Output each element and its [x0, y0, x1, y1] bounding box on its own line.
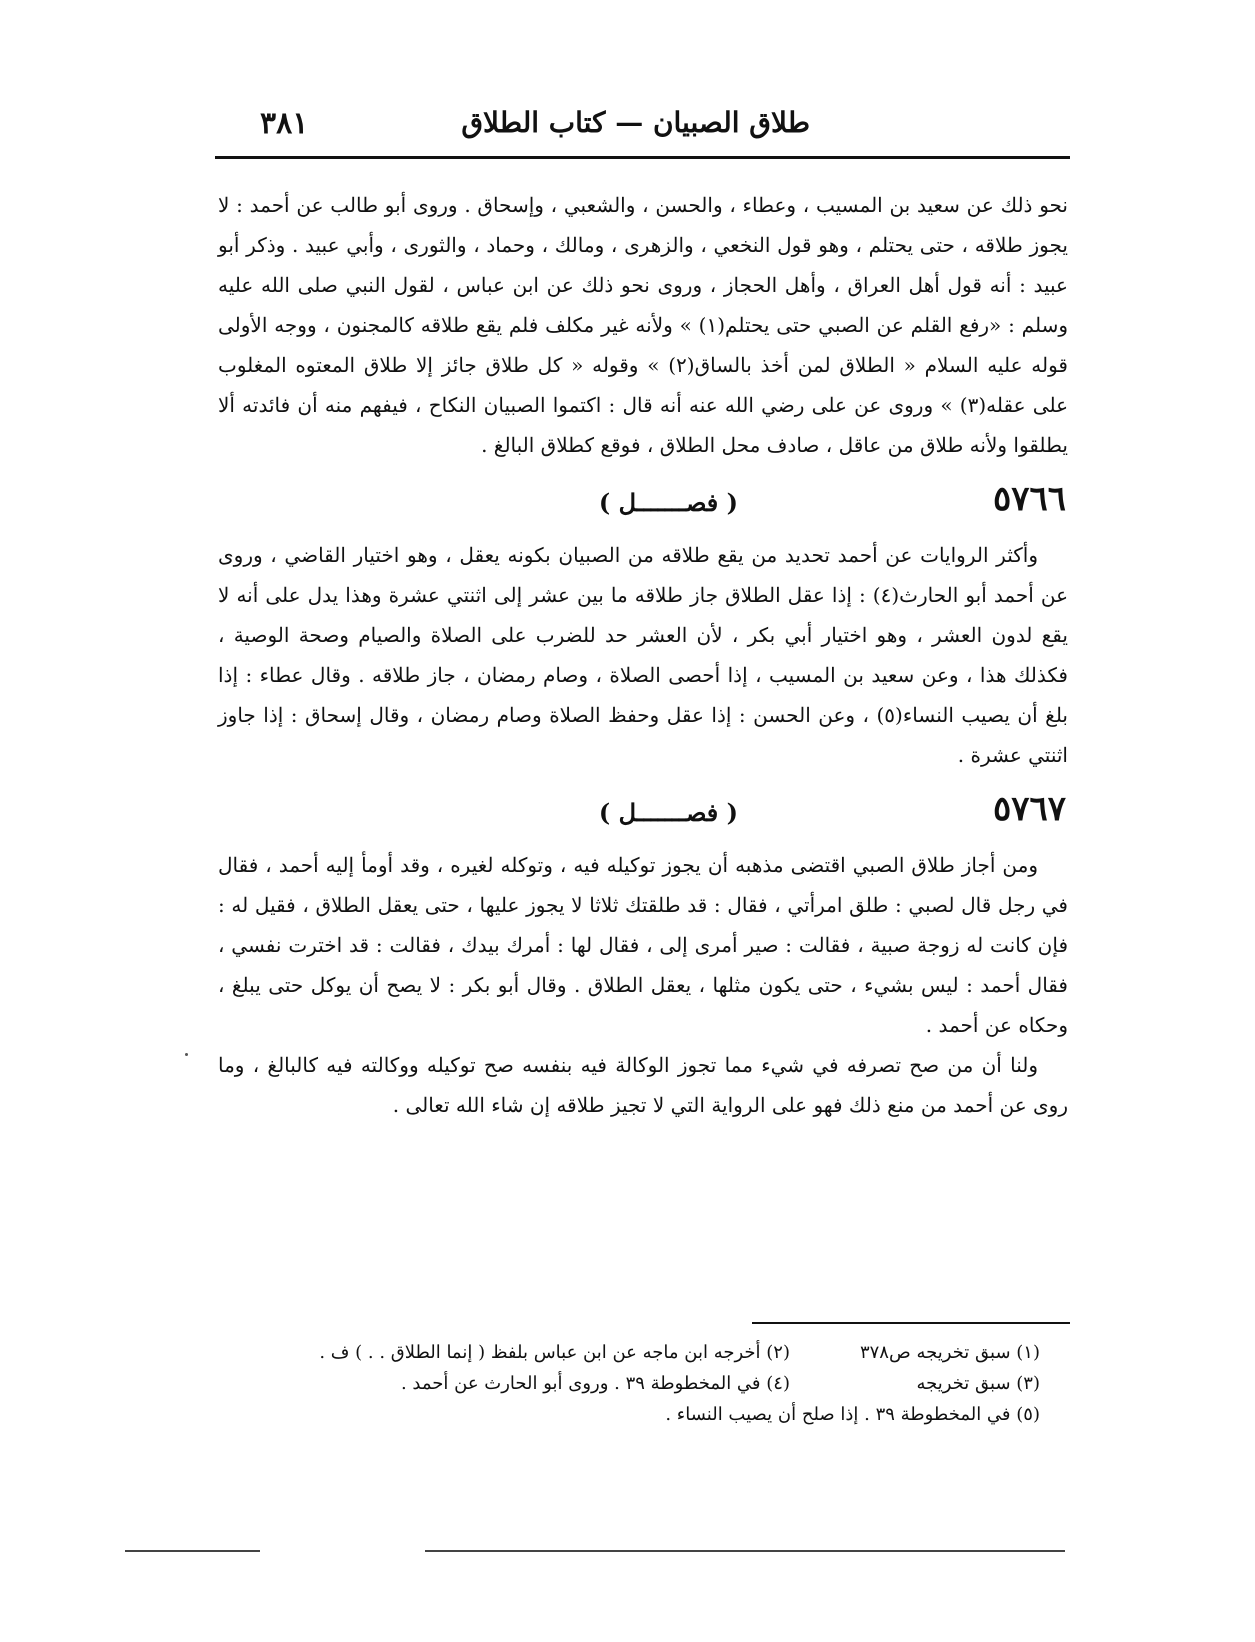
section-label: ( فصـــــــل )	[598, 488, 738, 517]
paragraph-1: نحو ذلك عن سعيد بن المسيب ، وعطاء ، والحسن ، والشعبي ، وإسحاق . وروى أبو طالب عن أحمد : لا يجوز طلاقه ، حتى يحتلم ، وهو قول النخعي ، والزهرى ، ومالك ، وحماد ، والثورى ، وأبي عبيد . وذكر أبو عبيد : أنه قول أهل العراق ، وأهل الحجاز ، وروى نحو ذلك عن ابن عباس ، لقول النبي صلى الله عليه وسلم : «رفع القلم عن الصبي حتى يحتلم(١) » ولأنه غير مكلف فلم يقع طلاقه كالمجنون ، ووجه الأولى قوله عليه السلام « الطلاق لمن أخذ بالساق(٢) » وقوله « كل طلاق جائز إلا طلاق المعتوه المغلوب على عقله(٣) » وروى عن على رضي الله عنه أنه قال : اكتموا الصبيان النكاح ، فيفهم منه أن فائدته ألا يطلقوا ولأنه طلاق من عاقل ، صادف محل الطلاق ، فوقع كطلاق البالغ .	[218, 193, 1069, 457]
paragraph-3: ومن أجاز طلاق الصبي اقتضى مذهبه أن يجوز توكيله فيه ، وتوكله لغيره ، وقد أومأ إليه أحمد ، فقال في رجل قال لصبي : طلق امرأتي ، فقال : قد طلقتك ثلاثا لا يجوز عليها ، حتى يعقل الطلاق ، فقيل له : فإن كانت له زوجة صبية ، فقالت : صير أمرى إلى ، فقال لها : أمرك بيدك ، فقالت : قد اخترت نفسي ، فقال أحمد : ليس بشيء ، حتى يكون مثلها ، يعقل الطلاق . وقال أبو بكر : لا يصح أن يوكل حتى يبلغ ، وحكاه عن أحمد .	[218, 853, 1068, 1037]
header-rule	[215, 156, 1070, 159]
page-number: ٣٨١	[260, 106, 309, 141]
footnote-5: (٥) في المخطوطة ٣٩ . إذا صلح أن يصيب النساء .	[665, 1404, 1040, 1425]
paragraph-2: وأكثر الروايات عن أحمد تحديد من يقع طلاقه من الصبيان بكونه يعقل ، وهو اختيار القاضي ، وروى عن أحمد أبو الحارث(٤) : إذا عقل الطلاق جاز طلاقه ما بين عشر إلى اثنتي عشرة وهذا يدل على أنه لا يقع لدون العشر ، وهو اختيار أبي بكر ، لأن العشر حد للضرب على الصلاة والصيام وصحة الوصية ، فكذلك هذا ، وعن سعيد بن المسيب ، إذا أحصى الصلاة ، وصام رمضان ، جاز طلاقه . وقال عطاء : إذا بلغ أن يصيب النساء(٥) ، وعن الحسن : إذا عقل وحفظ الصلاة وصام رمضان ، وقال إسحاق : إذا جاوز اثنتي عشرة .	[218, 543, 1069, 767]
bottom-rule-right	[425, 1550, 1065, 1552]
footnote-row	[250, 1337, 1040, 1368]
section-heading-5766	[218, 465, 1068, 535]
section-label: ( فصـــــــل )	[598, 798, 738, 827]
footnotes	[250, 1337, 1040, 1430]
running-title: طلاق الصبيان — كتاب الطلاق	[461, 106, 810, 139]
footnote-rule	[752, 1322, 1070, 1324]
footnote-2: (٢) أخرجه ابن ماجه عن ابن عباس بلفظ ( إنما الطلاق . . ) ف .	[319, 1342, 790, 1363]
running-header	[215, 100, 1070, 150]
paragraph-4: ولنا أن من صح تصرفه في شيء مما تجوز الوكالة فيه بنفسه صح توكيله ووكالته فيه كالبالغ ، وما روى عن أحمد من منع ذلك فهو على الرواية التي لا تجيز طلاقه إن شاء الله تعالى .	[218, 1053, 1068, 1117]
section-number: ٥٧٦٧	[992, 789, 1066, 829]
main-text	[218, 185, 1068, 1125]
footnote-1: (١) سبق تخريجه ص٣٧٨	[859, 1342, 1040, 1363]
footnote-4: (٤) في المخطوطة ٣٩ . وروى أبو الحارث عن أحمد .	[400, 1373, 790, 1394]
section-number: ٥٧٦٦	[992, 479, 1066, 519]
footnote-row	[250, 1368, 1040, 1399]
margin-mark	[185, 1053, 188, 1056]
footnote-row	[250, 1399, 1040, 1430]
footnote-3: (٣) سبق تخريجه	[916, 1373, 1040, 1394]
section-heading-5767	[218, 775, 1068, 845]
bottom-rule-left	[125, 1550, 260, 1552]
